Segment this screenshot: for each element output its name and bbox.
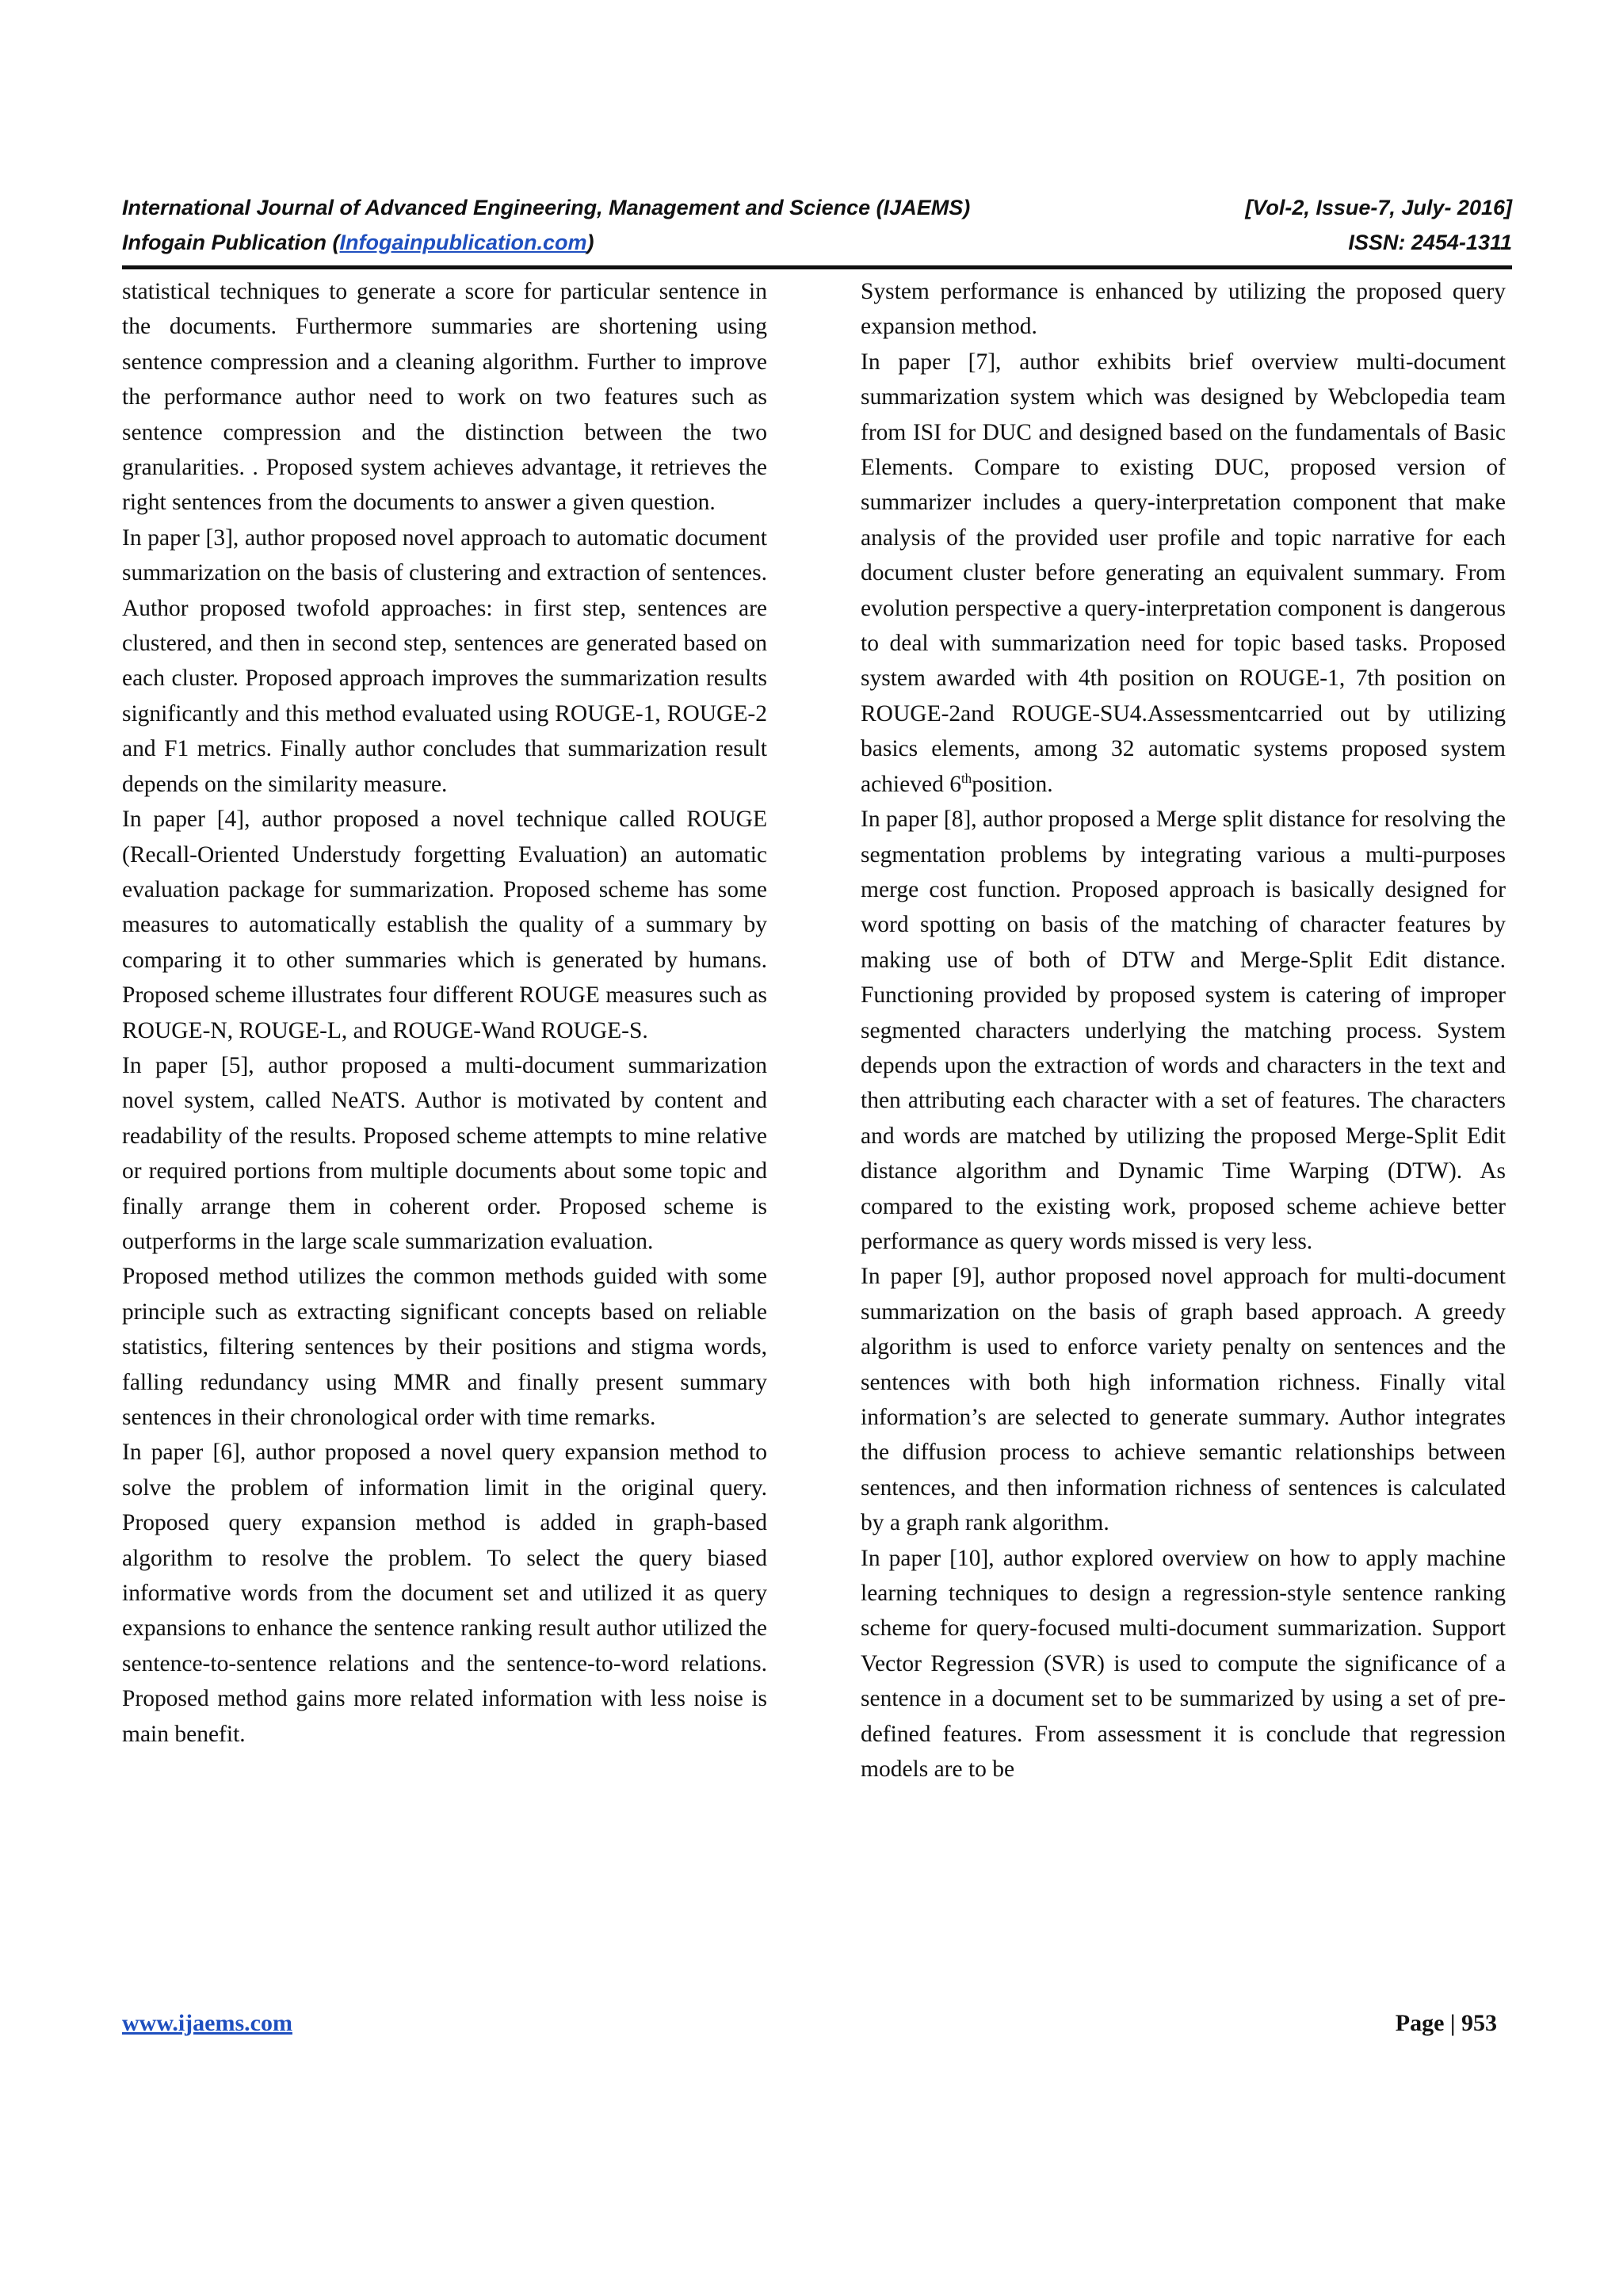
paragraph: System performance is enhanced by utilizing the proposed query expansion method. — [861, 279, 1506, 340]
paragraph-text-end: position. — [972, 771, 1053, 797]
volume-issue: [Vol-2, Issue-7, July- 2016] — [1245, 196, 1512, 219]
paragraph: In paper [8], author proposed a Merge split distance for resolving the segmentation problems by integrating various a multi-purposes merge cost function. Proposed approach is basically designed for word spotting on basis of the matching of character features by making use of both of DTW and Merge-Split Edit distance. Functioning provided by proposed system is catering of improper segmented characters underlying the matching process. System depends upon the extraction of words and characters in the text and then attributing each character with a set of features. The characters and words are matched by utilizing the proposed Merge-Split Edit distance algorithm and Dynamic Time Warping (DTW). As compared to the existing work, proposed scheme achieve better performance as query words missed is very less. — [861, 807, 1506, 1254]
paragraph: In paper [9], author proposed novel approach for multi-document summarization on the basis of graph based approach. A greedy algorithm is used to enforce variety penalty on sentences and the sentences with both high information richness. Finally vital information’s are selected to generate summary. Author integrates the diffusion process to achieve semantic relationships between sentences, and then information richness of sentences is calculated by a graph rank algorithm. — [861, 1264, 1506, 1536]
website-link[interactable]: www.ijaems.com — [122, 2010, 292, 2036]
issn: ISSN: 2454-1311 — [1348, 231, 1512, 254]
ordinal-superscript: th — [960, 770, 972, 786]
running-header — [122, 190, 1512, 260]
publisher-prefix: Infogain Publication ( — [122, 231, 340, 254]
paragraph: In paper [4], author proposed a novel technique called ROUGE (Recall-Oriented Understudy forgetting Evaluation) an automatic evaluation package for summarization. Proposed scheme has some measures to automatically establish the quality of a summary by comparing it to other summaries which is generated by humans. Proposed scheme illustrates four different ROUGE measures such as ROUGE-N, ROUGE-L, and ROUGE-Wand ROUGE-S. — [122, 807, 767, 1043]
publisher-line — [122, 225, 594, 260]
publisher-suffix: ) — [586, 231, 594, 254]
paragraph: In paper [10], author explored overview on how to apply machine learning techniques to design a regression-style sentence ranking scheme for query-focused multi-document summarization. Support Vector Regression (SVR) is used to compute the significance of a sentence in a document set to be summarized by using a set of pre-defined features. From assessment it is conclude that regression models are to be — [861, 1545, 1506, 1783]
paragraph: Proposed method utilizes the common methods guided with some principle such as extracting significant concepts based on reliable statistics, filtering sentences by their positions and stigma words, falling redundancy using MMR and finally present summary sentences in their chronological order with time remarks. — [122, 1264, 767, 1430]
page-number: Page | 953 — [1395, 2010, 1497, 2036]
left-column — [122, 274, 767, 1752]
paragraph — [861, 345, 1506, 802]
paragraph: In paper [3], author proposed novel approach to automatic document summarization on the basis of clustering and extraction of sentences. Author proposed twofold approaches: in first step, sentences are clustered, and then in second step, sentences are generated based on each cluster. Proposed approach improves the summarization results significantly and this method evaluated using ROUGE-1, ROUGE-2 and F1 metrics. Finally author concludes that summarization result depends on the similarity measure. — [122, 524, 767, 797]
header-divider — [122, 265, 1512, 269]
journal-title: International Journal of Advanced Engineering, Management and Science (IJAEMS) — [122, 196, 971, 219]
right-column — [861, 274, 1506, 1787]
publisher-link[interactable]: Infogainpublication.com — [339, 231, 587, 254]
paragraph: In paper [5], author proposed a multi-document summarization novel system, called NeATS. Author is motivated by content and readability of the results. Proposed scheme attempts to mine relative or required portions from multiple documents about some topic and finally arrange them in coherent order. Proposed scheme is outperforms in the large scale summarization evaluation. — [122, 1052, 767, 1254]
paragraph: statistical techniques to generate a score for particular sentence in the documents. Furthermore summaries are shortening using sentence compression and a cleaning algorithm. Further to improve the performance author need to work on two features such as sentence compression and the distinction between the two granularities. . Proposed system achieves advantage, it retrieves the right sentences from the documents to answer a given question. — [122, 279, 767, 516]
paragraph: In paper [6], author proposed a novel query expansion method to solve the problem of information limit in the original query. Proposed query expansion method is added in graph-based algorithm to resolve the problem. To select the query biased informative words from the document set and utilized it as query expansions to enhance the sentence ranking result author utilized the sentence-to-sentence relations and the sentence-to-word relations. Proposed method gains more related information with less noise is main benefit. — [122, 1440, 767, 1747]
page-footer — [122, 2008, 1497, 2039]
paragraph-text: In paper [7], author exhibits brief overview multi-document summarization system which was designed by Webclopedia team from ISI for DUC and designed based on the fundamentals of Basic Elements. Compare to existing DUC, proposed version of summarizer includes a query-interpretation component that make analysis of the provided user profile and topic narrative for each document cluster before generating an equivalent summary. From evolution perspective a query-interpretation component is dangerous to deal with summarization need for topic based tasks. Proposed system awarded with 4th position on ROUGE-1, 7th position on ROUGE-2and ROUGE-SU4.Assessmentcarried out by utilizing basics elements, among 32 automatic systems proposed system achieved 6 — [861, 349, 1506, 797]
